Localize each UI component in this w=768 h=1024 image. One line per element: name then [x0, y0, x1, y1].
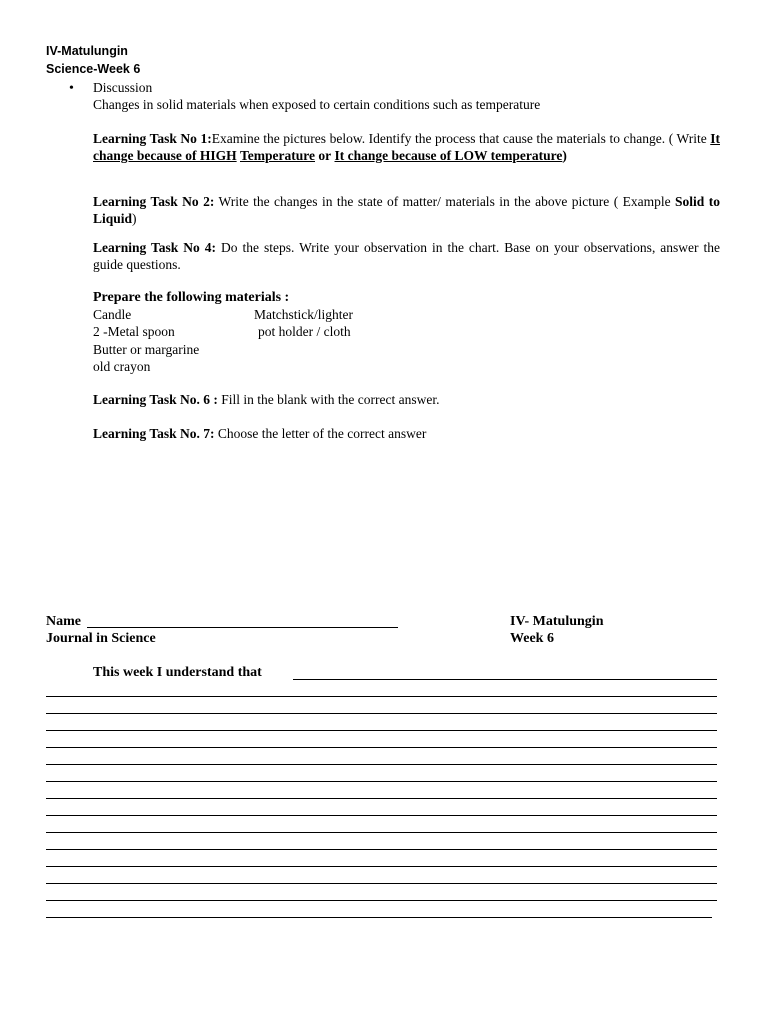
material-item: old crayon: [93, 359, 151, 374]
learning-task-6: [93, 392, 440, 408]
material-item: Matchstick/lighter: [254, 307, 353, 322]
writing-line: [46, 849, 717, 850]
writing-line: [46, 696, 717, 697]
task-6-text: Fill in the blank with the correct answer.: [221, 392, 440, 407]
journal-prompt: This week I understand that: [93, 665, 262, 680]
task-7-text: Choose the letter of the correct answer: [217, 426, 427, 441]
task-4-label: Learning Task No 4:: [93, 240, 216, 255]
task-6-label: Learning Task No. 6 :: [93, 392, 218, 407]
task-4-text: Do the steps. Write your observation in the chart. Base on your observations, answer the guide questions.: [93, 240, 721, 272]
bullet-icon: •: [69, 81, 74, 96]
writing-line: [46, 815, 717, 816]
writing-line: [46, 781, 717, 782]
discussion-text: Changes in solid materials when exposed to certain conditions such as temperature: [93, 97, 541, 112]
name-label: Name: [46, 614, 81, 629]
task-2-label: Learning Task No 2:: [93, 194, 215, 209]
material-item: Candle: [93, 307, 132, 322]
task-2-example-bold: Solid to Liquid: [93, 194, 720, 226]
task-1-paren-open: ( Write: [668, 131, 707, 146]
material-item: pot holder / cloth: [258, 324, 351, 339]
writing-line: [46, 900, 717, 901]
task-2-text: Write the changes in the state of matter/ materials in the above picture: [218, 194, 610, 209]
task-1-temperature: Temperature: [240, 147, 315, 163]
name-field-line: [87, 627, 398, 628]
writing-line: [46, 747, 717, 748]
task-1-paren-close: ): [562, 147, 567, 163]
task-1-text: Examine the pictures below. Identify the process that cause the materials to change.: [211, 131, 666, 146]
task-1-label: Learning Task No 1:: [93, 131, 212, 146]
task-7-label: Learning Task No. 7:: [93, 426, 215, 441]
journal-title: Journal in Science: [46, 631, 156, 646]
task-2-example-suffix: ): [132, 210, 137, 226]
discussion-heading: Discussion: [93, 80, 153, 95]
material-item: Butter or margarine: [93, 342, 200, 357]
class-header: IV-Matulungin: [46, 44, 128, 58]
writing-line: [46, 764, 717, 765]
prompt-answer-line: [293, 679, 717, 680]
journal-section: IV- Matulungin: [510, 614, 604, 629]
task-1-or: or: [318, 147, 332, 163]
task-2-example-prefix: ( Example: [613, 194, 676, 209]
task-1-option-low: It change because of LOW temperature: [334, 147, 563, 163]
writing-line: [46, 713, 717, 714]
task-1-option-high: It change because of HIGH: [93, 131, 720, 163]
writing-line: [46, 866, 717, 867]
writing-line: [46, 730, 717, 731]
writing-line: [46, 917, 712, 918]
writing-line: [46, 798, 717, 799]
materials-heading: Prepare the following materials :: [93, 290, 290, 305]
learning-task-2: [93, 194, 720, 227]
learning-task-1: [93, 131, 720, 164]
writing-line: [46, 832, 717, 833]
learning-task-7: [93, 426, 426, 442]
material-item: 2 -Metal spoon: [93, 324, 175, 339]
subject-week-header: Science-Week 6: [46, 62, 141, 76]
writing-line: [46, 883, 717, 884]
learning-task-4: [93, 240, 720, 273]
journal-week: Week 6: [510, 631, 554, 646]
